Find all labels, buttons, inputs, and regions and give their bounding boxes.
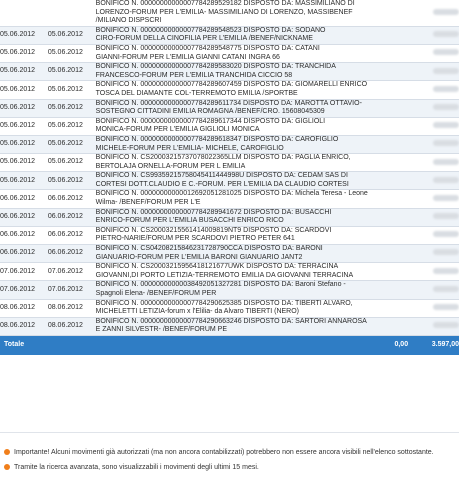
accounting-date: 06.06.2012 [0,208,48,226]
description-line: BONIFICO N. 00000000000007784289548523 DISPOSTO DA: SODANO [95,26,326,34]
value-date: 05.06.2012 [48,117,96,135]
accounting-date: 08.06.2012 [0,317,48,335]
amount-in-redacted [408,281,459,299]
amount-in-redacted [408,226,459,244]
description [96,117,371,135]
accounting-date: 05.06.2012 [0,81,48,99]
table-row[interactable] [0,190,459,208]
amount-in-redacted [408,299,459,317]
amount-in-redacted [408,81,459,99]
description-line: BONIFICO N. CS20003215737078022365LLM DISPOSTO DA: PAGLIA ENRICO, [95,154,351,162]
description-line: Wilma- /BENEF/FORUM PER L'E [95,199,201,207]
table-row[interactable] [0,317,459,335]
value-date: 05.06.2012 [48,154,96,172]
value-date: 07.06.2012 [48,263,96,281]
table-row[interactable] [0,117,459,135]
note-search [0,463,434,472]
total-label: Totale [0,335,370,355]
amount-out [370,44,408,62]
table-row[interactable] [0,81,459,99]
description-line: MICHELE-FORUM PER L'EMILIA- MICHELE, CAROFIGLIO [95,144,284,152]
redacted-amount [433,249,459,255]
redacted-amount [433,213,459,219]
amount-in-redacted [408,0,459,26]
description-line: BONIFICO N. CS20003215956418121677UWK DISPOSTO DA: TERRACINA [95,263,339,271]
info-bullet-icon [4,464,10,470]
amount-in-redacted [408,26,459,44]
table-row[interactable] [0,154,459,172]
amount-out [370,226,408,244]
table-row[interactable] [0,63,459,81]
amount-out [370,81,408,99]
amount-out [370,26,408,44]
description [96,0,371,26]
description-line: BONIFICO N. 00000000000007784290663246 DISPOSTO DA: SARTORI ANNAROSA [95,317,367,325]
value-date: 05.06.2012 [48,44,96,62]
description [96,226,371,244]
total-amount-in: 3.597,00 [408,335,459,355]
description [96,190,371,208]
amount-out [370,245,408,263]
description-line: BONIFICO N. 00000000000007784290625385 DISPOSTO DA: TIBERTI ALVARO, [95,299,353,307]
description-line: E ZANNI SILVESTR- /BENEF/FORUM PE [95,326,227,334]
description-line: BONIFICO N. 00000000000007784289607459 DISPOSTO DA: GIOMARELLI ENRICO [95,81,368,89]
value-date: 05.06.2012 [48,135,96,153]
divider [0,420,459,433]
accounting-date: 05.06.2012 [0,26,48,44]
description [96,135,371,153]
note-text: Importante! Alcuni movimenti già autorizzati (ma non ancora contabilizzati) potrebbero non essere ancora visibili nell'elenco sottostante. [14,449,434,456]
accounting-date: 05.06.2012 [0,154,48,172]
redacted-amount [433,31,459,37]
accounting-date [0,0,48,26]
redacted-amount [433,140,459,146]
description-line: BERTOLAJA ORNELLA-FORUM PER L EMILIA [95,162,246,170]
description-line: ENRICO-FORUM PER L'EMILIA BUSACCHI ENRICO RICO [95,217,284,225]
description-line: BONIFICO N. CS04208215846231728790CCA DISPOSTO DA: BARONI [95,245,323,253]
value-date: 05.06.2012 [48,26,96,44]
redacted-amount [433,304,459,310]
description-line: SOSTEGNO CITTADINI EMILIA ROMAGNA /BENEF/CRO. 15608045309 [95,108,325,116]
description-line: BONIFICO N. 00000000000007784289611734 DISPOSTO DA: MAROTTA OTTAVIO- [95,99,362,107]
description [96,208,371,226]
description-line: LORENZO-FORUM PER L'EMILIA- MASSIMILIANO DI LORENZO, MASSIBENEF [95,8,353,16]
accounting-date: 05.06.2012 [0,44,48,62]
table-row[interactable] [0,281,459,299]
amount-out [370,0,408,26]
value-date: 07.06.2012 [48,281,96,299]
redacted-amount [433,122,459,128]
description [96,63,371,81]
total-row [0,335,459,355]
amount-out [370,117,408,135]
redacted-amount [433,104,459,110]
accounting-date: 06.06.2012 [0,226,48,244]
amount-in-redacted [408,263,459,281]
value-date: 08.06.2012 [48,317,96,335]
description [96,44,371,62]
description-line: BONIFICO N. 00000000000007784289529182 DISPOSTO DA: MASSIMILIANO DI [95,0,355,7]
value-date: 06.06.2012 [48,190,96,208]
table-row[interactable] [0,0,459,26]
description-line: BONIFICO N. 00000000000007784289618347 DISPOSTO DA: CAROFIGLIO [95,135,339,143]
table-row[interactable] [0,135,459,153]
value-date: 05.06.2012 [48,81,96,99]
description [96,26,371,44]
description-line: TOSCA DEL DIAMANTE COL-TERREMOTO EMILIA /SPORTBE [95,89,298,97]
amount-out [370,63,408,81]
redacted-amount [433,195,459,201]
amount-in-redacted [408,63,459,81]
description-line: MICHELETTI LETIZIA-forum x l'Elilia- da Alvaro TIBERTI (NERO) [95,308,299,316]
description [96,81,371,99]
description-line: BONIFICO N. 00000000000007784289941672 DISPOSTO DA: BUSACCHI [95,208,332,216]
note-text: Tramite la ricerca avanzata, sono visualizzabili i movimenti degli ultimi 15 mesi. [14,464,259,471]
amount-in-redacted [408,154,459,172]
description-line: BONIFICO N. 00000000000012692051281025 DISPOSTO DA: Michela Teresa - Leone [95,190,368,198]
accounting-date: 05.06.2012 [0,172,48,190]
redacted-amount [433,86,459,92]
info-bullet-icon [4,449,10,455]
value-date: 08.06.2012 [48,299,96,317]
accounting-date: 05.06.2012 [0,99,48,117]
amount-out [370,135,408,153]
description-line: BONIFICO N. 00000000000007784289583020 DISPOSTO DA: TRANCHIDA [95,63,336,71]
description-line: BONIFICO N. 00000000000007784289548775 DISPOSTO DA: CATANI [95,44,320,52]
redacted-amount [433,231,459,237]
amount-out [370,299,408,317]
redacted-amount [433,286,459,292]
accounting-date: 05.06.2012 [0,135,48,153]
accounting-date: 07.06.2012 [0,281,48,299]
amount-in-redacted [408,317,459,335]
value-date: 06.06.2012 [48,226,96,244]
total-amount-out: 0,00 [370,335,408,355]
table-row[interactable] [0,99,459,117]
description-line: Spagnoli Elena- /BENEF/FORUM PER [95,290,217,297]
accounting-date: 06.06.2012 [0,245,48,263]
notes-box [0,448,459,478]
table-row[interactable] [0,226,459,244]
amount-out [370,154,408,172]
redacted-amount [433,268,459,274]
table-row[interactable] [0,208,459,226]
description-line: BONIFICO N. CS99359215758045411444998U DISPOSTO DA: CEDAM SAS DI [95,172,348,180]
amount-in-redacted [408,172,459,190]
accounting-date: 06.06.2012 [0,190,48,208]
accounting-date: 05.06.2012 [0,117,48,135]
amount-out [370,190,408,208]
redacted-amount [433,322,459,328]
description-line: CIRO-FORUM DELLA CINOFILIA PER L'EMILIA /BENEF/NICKNAME [95,35,313,43]
value-date: 06.06.2012 [48,245,96,263]
amount-in-redacted [408,245,459,263]
value-date: 05.06.2012 [48,172,96,190]
description-line: BONIFICO N. 00000000000038492051327281 DISPOSTO DA: Baroni Stefano - [95,281,346,289]
amount-out [370,317,408,335]
description [96,299,371,317]
description [96,263,371,281]
table-row[interactable] [0,299,459,317]
accounting-date: 07.06.2012 [0,263,48,281]
description-line: CORTESI DOTT.CLAUDIO E C.-FORUM. PER L'EMILIA DA CLAUDIO CORTESI [95,180,349,188]
amount-in-redacted [408,208,459,226]
description [96,172,371,190]
amount-in-redacted [408,190,459,208]
redacted-amount [433,68,459,74]
table-row[interactable] [0,172,459,190]
table-row[interactable] [0,44,459,62]
description-line: GIANUARIO-FORUM PER L'EMILIA BARONI GIANUARIO JANT2 [95,253,303,261]
accounting-date: 05.06.2012 [0,63,48,81]
amount-out [370,263,408,281]
amount-in-redacted [408,44,459,62]
description [96,281,371,299]
amount-out [370,99,408,117]
table-row[interactable] [0,245,459,263]
description [96,245,371,263]
amount-out [370,208,408,226]
value-date: 05.06.2012 [48,63,96,81]
description-line: BONIFICO N. 00000000000007784289617344 DISPOSTO DA: GIGLIOLI [95,117,326,125]
value-date: 05.06.2012 [48,99,96,117]
table-row[interactable] [0,263,459,281]
amount-out [370,172,408,190]
value-date: 06.06.2012 [48,208,96,226]
redacted-amount [433,159,459,165]
accounting-date: 08.06.2012 [0,299,48,317]
amount-in-redacted [408,117,459,135]
amount-out [370,281,408,299]
description-line: MONICA-FORUM PER L'EMILIA GIGLIOLI MONICA [95,126,260,134]
description-line: /MILIANO DISPSCRI [95,17,162,25]
description [96,317,371,335]
table-row[interactable] [0,26,459,44]
value-date [48,0,96,26]
description-line: GIOVANNI,DI PORTO LETIZIA-TERREMOTO EMILIA DA GIOVANNI TERRACINA [95,271,354,279]
description-line: BONIFICO N. CS20003215561414009819NT9 DISPOSTO DA: SCARDOVI [95,226,332,234]
description [96,154,371,172]
description-line: FRANCESCO-FORUM PER L'EMILIA TRANCHIDA CICCIO 58 [95,71,293,79]
redacted-amount [433,177,459,183]
redacted-amount [433,49,459,55]
note-important [0,448,434,457]
redacted-amount [433,9,459,15]
description-line: GIANNI-FORUM PER L'EMILIA GIANNI CATANI INGRA 66 [95,53,280,61]
description [96,99,371,117]
description-line: PIETRO-NARIE/FORUM PER SCARDOVI PIETRO PETER 641 [95,235,295,243]
amount-in-redacted [408,135,459,153]
amount-in-redacted [408,99,459,117]
